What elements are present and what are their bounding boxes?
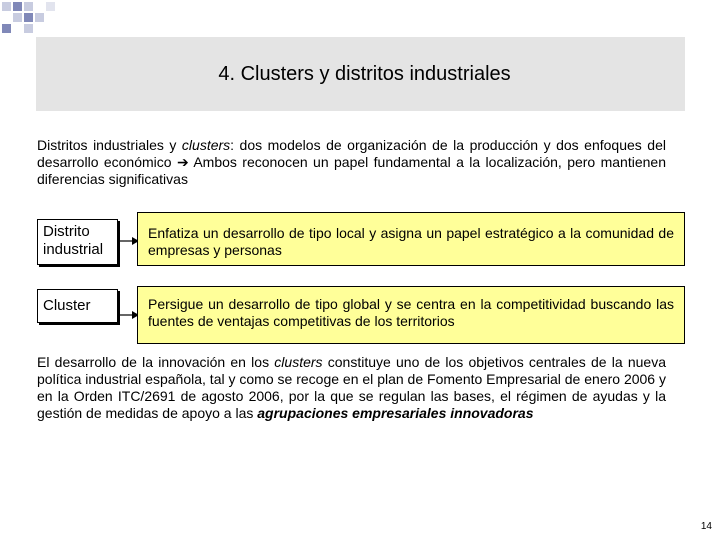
deco-square	[13, 13, 22, 22]
deco-square	[46, 2, 55, 11]
deco-square	[24, 13, 33, 22]
definition-text: Persigue un desarrollo de tipo global y se centra en la competitividad buscando las fuentes de ventajas competitivas de los territorios	[148, 296, 674, 329]
intro-text-start: Distritos industriales y	[37, 137, 182, 153]
deco-square	[13, 2, 22, 11]
term-box-cluster	[37, 289, 118, 323]
term-box-distrito	[37, 219, 118, 265]
intro-text-end: Ambos reconocen un papel fundamental a la localización, pero mantienen diferencias significativas	[37, 154, 666, 187]
definition-box-distrito	[137, 212, 685, 266]
intro-text-middle: : dos modelos de organización de la producción y dos enfoques del desarrollo económico	[37, 137, 666, 170]
title-band	[36, 37, 685, 111]
term-label: Cluster	[43, 297, 91, 314]
conclusion-italic-term: clusters	[274, 354, 323, 370]
definition-box-cluster	[137, 286, 685, 344]
right-arrow-icon: ➔	[176, 154, 189, 170]
intro-italic-term: clusters	[181, 137, 231, 153]
conclusion-text-start: El desarrollo de la innovación en los	[37, 354, 275, 370]
deco-square	[35, 13, 44, 22]
conclusion-text-middle: constituye uno de los objetivos centrales de la nueva política industrial española, tal y como se recoge en el plan de Fomento Empresarial de enero 2006 y en la Orden ITC/2691 de agosto 2006, por la que se regulan las bases, el régimen de ayudas y la gestión de medidas de apoyo a las	[37, 354, 666, 421]
conclusion-emphasis: agrupaciones empresariales innovadoras	[257, 405, 534, 421]
deco-square	[2, 2, 11, 11]
conclusion-paragraph	[37, 354, 666, 422]
deco-square	[24, 24, 33, 33]
page-number: 14	[700, 521, 712, 532]
intro-paragraph	[37, 137, 666, 188]
deco-square	[2, 24, 11, 33]
definition-text: Enfatiza un desarrollo de tipo local y asigna un papel estratégico a la comunidad de empresas y personas	[148, 225, 674, 258]
deco-square	[24, 2, 33, 11]
term-label: Distrito industrial	[43, 223, 104, 258]
corner-decoration	[0, 0, 60, 40]
slide-title: 4. Clusters y distritos industriales	[218, 62, 511, 85]
